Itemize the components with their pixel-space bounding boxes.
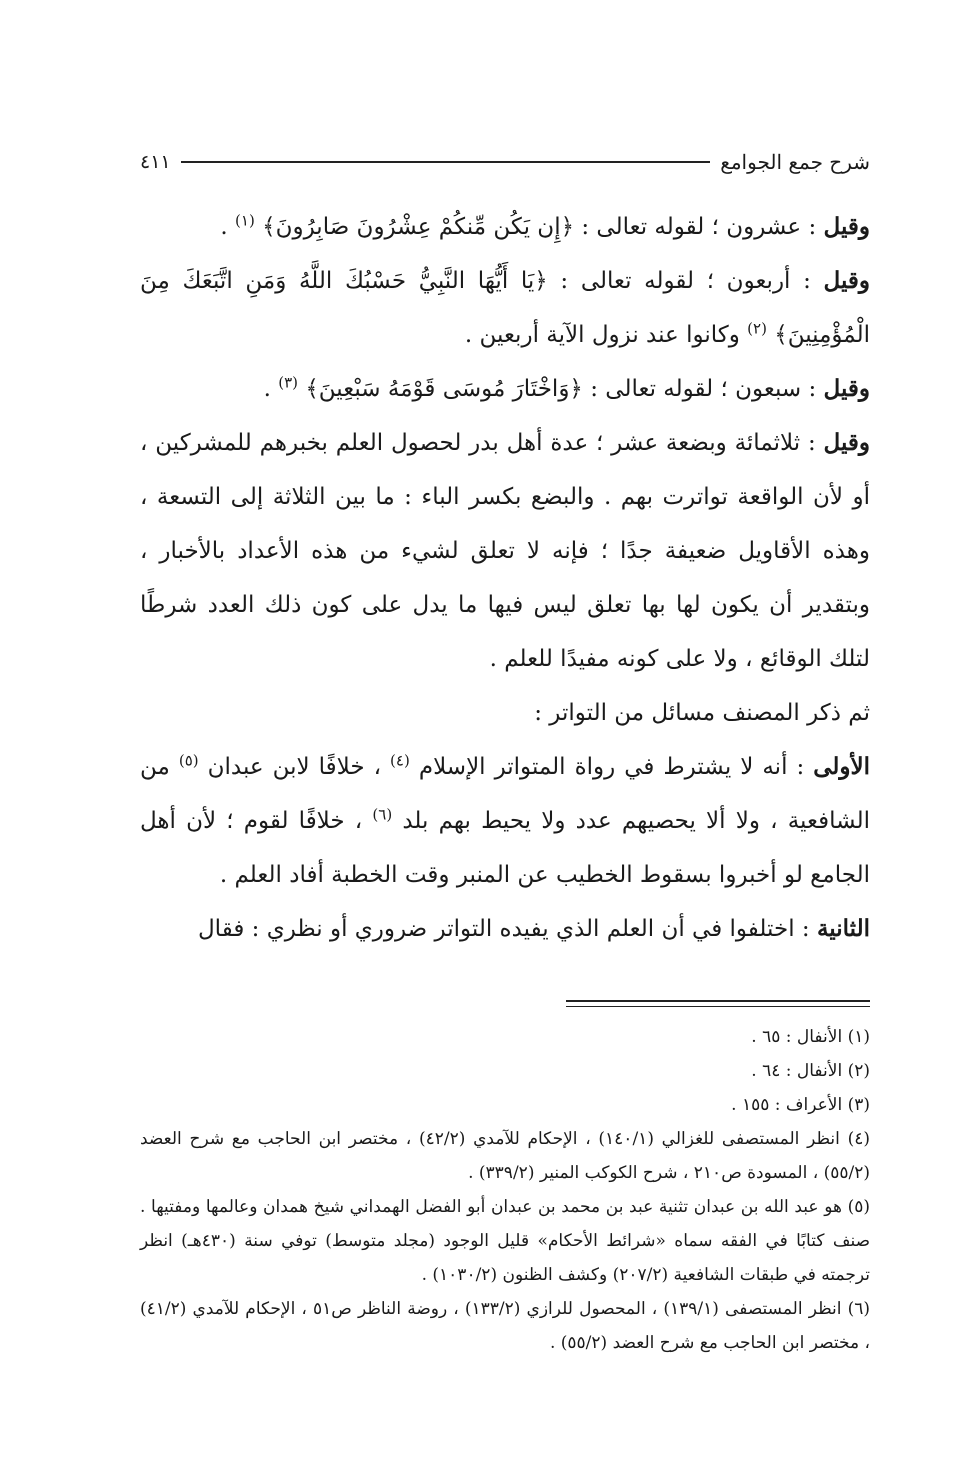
footnotes [140, 1020, 870, 1360]
page-number: ٤١١ [140, 151, 171, 173]
paragraph [140, 902, 870, 956]
footnote: (١) الأنفال : ٦٥ . [751, 1027, 870, 1047]
paragraph [140, 686, 870, 740]
header-rule [181, 161, 711, 163]
paragraph-lead: الثانية [816, 915, 870, 942]
paragraph-text: ثم ذكر المصنف مسائل من التواتر : [534, 700, 870, 726]
paragraph-tail: ، خلافًا لقوم ؛ لأن أهل الجامع لو أخبروا بسقوط الخطيب عن المنبر وقت الخطبة أفاد العلم . [140, 808, 870, 888]
footnote-ref[interactable]: (٤) [390, 751, 410, 770]
main-text [140, 200, 870, 956]
paragraph-lead: وقيل [823, 213, 870, 240]
paragraph-lead: وقيل [823, 267, 870, 294]
paragraph-text: : سبعون ؛ لقوله تعالى : ﴿وَاخْتَارَ مُوسَى قَوْمَهُ سَبْعِينَ﴾ [298, 376, 824, 402]
running-title: شرح جمع الجوامع [720, 150, 870, 174]
paragraph [140, 254, 870, 362]
footnote-ref[interactable]: (٢) [747, 319, 767, 338]
paragraph [140, 362, 870, 416]
paragraph-tail: . [220, 214, 236, 240]
paragraph-lead: الأولى [813, 753, 871, 780]
paragraph [140, 740, 870, 902]
footnote: (٢) الأنفال : ٦٤ . [751, 1061, 870, 1081]
footnote-ref[interactable]: (٣) [278, 373, 299, 392]
paragraph-text: : اختلفوا في أن العلم الذي يفيده التواتر ضروري أو نظري : فقال [197, 916, 817, 942]
footnote-ref[interactable]: (٥) [178, 751, 199, 770]
paragraph-tail: من الشافعية ، ولا ألا يحصيهم عدد ولا يحيط بهم بلد [140, 754, 870, 834]
footnote: (٦) انظر المستصفى (١٣٩/١) ، المحصول للرازي (١٣٣/٢) ، روضة الناظر ص٥١ ، الإحكام للآمدي (٤١/٢) ، مختصر ابن الحاجب مع شرح العضد (٥٥/٢) . [140, 1299, 871, 1353]
footnote-ref[interactable]: (٦) [372, 805, 393, 824]
footnote-separator [566, 1000, 870, 1007]
paragraph-text: : ثلاثمائة وبضعة عشر ؛ عدة أهل بدر لحصول العلم بخبرهم للمشركين ، أو لأن الواقعة تواترت بهم . والبضع بكسر الباء : ما بين الثلاثة إلى التسعة ، وهذه الأقاويل ضعيفة جدًا ؛ فإنه لا تعلق لشيء من هذه الأعداد بالأخبار ، وبتقدير أن يكون لها بها تعلق ليس فيها ما يدل على كون ذلك العدد شرطًا لتلك الوقائع ، ولا على كونه مفيدًا للعلم . [140, 430, 870, 672]
paragraph-lead: وقيل [823, 429, 870, 456]
paragraph-text: : أنه لا يشترط في رواة المتواتر الإسلام [409, 754, 814, 780]
paragraph-tail: وكانوا عند نزول الآية أربعين . [464, 322, 748, 348]
paragraph-tail: . [263, 376, 279, 402]
footnote: (٥) هو عبد الله بن عبدان تثنية عبد بن محمد بن عبدان أبو الفضل الهمداني شيخ همدان وعالمها ومفتيها . صنف كتابًا في الفقه سماه «شرائط الأحكام» قليل الوجود (مجلد متوسط) توفي سنة (٤٣٠هـ) انظر ترجمته في طبقات الشافعية (٢٠٧/٢) وكشف الظنون (١٠٣٠/٢) . [140, 1197, 871, 1285]
paragraph-text: : عشرون ؛ لقوله تعالى : ﴿إِن يَكُن مِّنكُمْ عِشْرُونَ صَابِرُونَ﴾ [254, 214, 824, 240]
footnote-ref[interactable]: (١) [235, 211, 255, 230]
paragraph [140, 200, 870, 254]
paragraph [140, 416, 870, 686]
paragraph-text: : أربعون ؛ لقوله تعالى : ﴿يَا أَيُّهَا النَّبِيُّ حَسْبُكَ اللَّهُ وَمَنِ اتَّبَعَكَ مِنَ الْمُؤْمِنِينَ﴾ [140, 268, 870, 348]
page-header [140, 142, 870, 182]
paragraph-tail: ، خلافًا لابن عبدان [198, 754, 391, 780]
paragraph-lead: وقيل [823, 375, 870, 402]
footnote: (٤) انظر المستصفى للغزالي (١٤٠/١) ، الإحكام للآمدي (٤٢/٢) ، مختصر ابن الحاجب مع شرح العضد (٥٥/٢) ، المسودة ص٢١٠ ، شرح الكوكب المنير (٣٣٩/٢) . [140, 1129, 870, 1183]
footnote: (٣) الأعراف : ١٥٥ . [731, 1095, 870, 1115]
